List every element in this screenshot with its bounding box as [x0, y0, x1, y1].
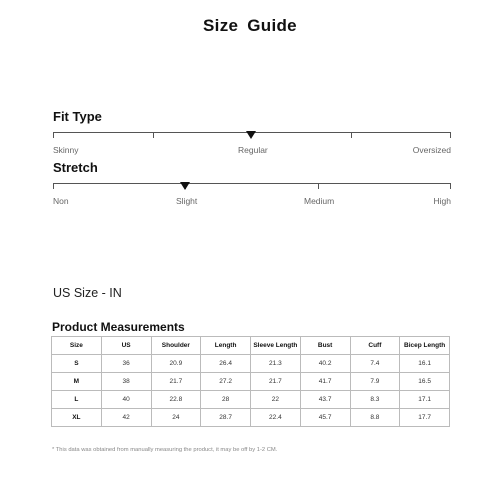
table-row: [52, 373, 450, 391]
table-cell: 17.7: [400, 409, 450, 427]
stretch-option: Slight: [176, 196, 198, 206]
table-cell: 41.7: [300, 373, 350, 391]
measurements-title: Product Measurements: [52, 320, 185, 334]
stretch-label: Stretch: [53, 160, 98, 175]
table-row: [52, 391, 450, 409]
table-cell: 21.3: [251, 355, 301, 373]
column-header: US: [101, 337, 151, 355]
table-cell: 38: [101, 373, 151, 391]
column-header: Size: [52, 337, 102, 355]
table-cell: L: [52, 391, 102, 409]
table-row: [52, 355, 450, 373]
stretch-scale: [53, 183, 451, 193]
stretch-option: Non: [53, 196, 69, 206]
column-header: Cuff: [350, 337, 400, 355]
column-header: Shoulder: [151, 337, 201, 355]
stretch-tick: [53, 183, 54, 189]
table-cell: 43.7: [300, 391, 350, 409]
table-cell: 7.4: [350, 355, 400, 373]
stretch-options: [53, 196, 451, 208]
table-cell: 24: [151, 409, 201, 427]
table-cell: 21.7: [251, 373, 301, 391]
column-header: Bicep Length: [400, 337, 450, 355]
fit-type-tick: [351, 132, 352, 138]
table-cell: 40: [101, 391, 151, 409]
table-cell: 22.4: [251, 409, 301, 427]
table-cell: 28.7: [201, 409, 251, 427]
table-cell: 36: [101, 355, 151, 373]
fit-type-tick: [53, 132, 54, 138]
table-header-row: [52, 337, 450, 355]
table-cell: 17.1: [400, 391, 450, 409]
stretch-option: High: [433, 196, 451, 206]
table-cell: 20.9: [151, 355, 201, 373]
fit-type-tick: [153, 132, 154, 138]
column-header: Sleeve Length: [251, 337, 301, 355]
fit-type-marker-icon: [246, 131, 256, 139]
table-cell: 22.8: [151, 391, 201, 409]
stretch-option: Medium: [304, 196, 335, 206]
table-cell: 16.5: [400, 373, 450, 391]
table-cell: 8.3: [350, 391, 400, 409]
table-cell: S: [52, 355, 102, 373]
table-cell: 27.2: [201, 373, 251, 391]
column-header: Length: [201, 337, 251, 355]
table-cell: 7.9: [350, 373, 400, 391]
measurements-table: [51, 336, 450, 427]
column-header: Bust: [300, 337, 350, 355]
table-cell: 22: [251, 391, 301, 409]
fit-type-option: Regular: [238, 145, 268, 155]
fit-type-scale: [53, 132, 451, 142]
footnote: * This data was obtained from manually measuring the product, it may be off by 1-2 CM.: [52, 447, 278, 453]
table-cell: 8.8: [350, 409, 400, 427]
table-cell: 42: [101, 409, 151, 427]
table-cell: 28: [201, 391, 251, 409]
stretch-marker-icon: [180, 182, 190, 190]
stretch-tick: [318, 183, 319, 189]
fit-type-option: Skinny: [53, 145, 79, 155]
size-unit-label: US Size - IN: [53, 286, 122, 300]
fit-type-option: Oversized: [412, 145, 451, 155]
table-row: [52, 409, 450, 427]
table-cell: 40.2: [300, 355, 350, 373]
table-cell: 45.7: [300, 409, 350, 427]
table-cell: M: [52, 373, 102, 391]
table-cell: 16.1: [400, 355, 450, 373]
fit-type-label: Fit Type: [53, 109, 102, 124]
fit-type-options: [53, 145, 451, 157]
table-cell: 26.4: [201, 355, 251, 373]
stretch-tick: [450, 183, 451, 189]
table-cell: XL: [52, 409, 102, 427]
page-title: Size Guide: [203, 16, 297, 35]
stretch-scale-line: [53, 183, 451, 184]
table-cell: 21.7: [151, 373, 201, 391]
fit-type-tick: [450, 132, 451, 138]
